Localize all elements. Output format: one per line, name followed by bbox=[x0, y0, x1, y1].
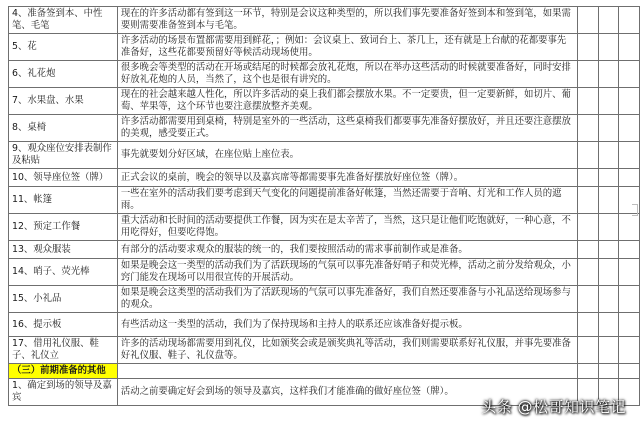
empty-cell[interactable] bbox=[619, 286, 640, 313]
empty-cell[interactable] bbox=[598, 364, 619, 379]
empty-cell[interactable] bbox=[619, 34, 640, 61]
empty-cell[interactable] bbox=[619, 169, 640, 187]
description-cell[interactable]: 现在的社会越来越人性化，所以许多活动的桌上我们都会摆放水果。不一定要贵，但一定要新鲜，如切片、葡萄、苹果等，这个环节也要注意摆放整齐美观。 bbox=[117, 88, 577, 115]
description-cell[interactable]: 许多活动的场景布置都需要用到鲜花，；例如：会议桌上、致词台上、茶几上，还有就是上台献的花都要事先准备好，这些花都要预留好等候活动现场使用。 bbox=[117, 34, 577, 61]
item-cell[interactable]: 4、准备签到本、中性笔、毛笔 bbox=[9, 7, 118, 34]
table-row bbox=[9, 286, 640, 313]
description-cell[interactable]: 现在的许多活动都有签到这一环节，特别是会议这种类型的，所以我们事先要准备好签到本和签到笔，如果需要则需要准备签到本与毛笔。 bbox=[117, 7, 577, 34]
item-cell[interactable]: 17、借用礼仪服、鞋子、礼仪立 bbox=[9, 337, 118, 364]
description-cell[interactable]: 有部分的活动要求观众的服装的统一的，我们要按照活动的需求事前制作或是准备。 bbox=[117, 241, 577, 259]
empty-cell[interactable] bbox=[619, 115, 640, 142]
item-cell[interactable]: 15、小礼品 bbox=[9, 286, 118, 313]
item-cell[interactable]: 1、确定到场的领导及嘉宾 bbox=[9, 379, 118, 406]
table-row bbox=[9, 7, 640, 34]
empty-cell[interactable] bbox=[619, 364, 640, 379]
empty-cell[interactable] bbox=[578, 214, 599, 241]
empty-cell[interactable] bbox=[598, 61, 619, 88]
empty-cell[interactable] bbox=[619, 313, 640, 337]
description-cell[interactable]: 很多晚会等类型的活动在开场或结尾的时候都会放礼花炮，所以在举办这些活动的时候就要准备好，同时安排好放礼花炮的人员，当然了，这个也是很有讲究的。 bbox=[117, 61, 577, 88]
item-cell[interactable]: 14、哨子、荧光棒 bbox=[9, 259, 118, 286]
empty-cell[interactable] bbox=[578, 259, 599, 286]
empty-cell[interactable] bbox=[578, 61, 599, 88]
description-cell[interactable]: 如果是晚会这一类型的活动我们为了活跃现场的气氛可以事先准备好哨子和荧光棒，活动之前分发给观众，小窍门能发在现场可以用很宣传的开展活动。 bbox=[117, 259, 577, 286]
description-cell[interactable]: 正式会议的桌前，晚会的领导以及嘉宾席等都需要事先准备好摆放好座位签（牌）。 bbox=[117, 169, 577, 187]
table-row bbox=[9, 88, 640, 115]
empty-cell[interactable] bbox=[578, 337, 599, 364]
description-cell[interactable]: 如果是晚会这类型的活动我们为了活跃现场的气氛可以事先准备好，我们自然还要准备与小礼品送给现场参与的观众。 bbox=[117, 286, 577, 313]
item-cell[interactable]: 9、观众座位安排表制作及粘贴 bbox=[9, 142, 118, 169]
empty-cell[interactable] bbox=[578, 7, 599, 34]
description-cell[interactable]: 活动之前要确定好会到场的领导及嘉宾，这样我们才能准确的做好座位签（牌）。 bbox=[117, 379, 577, 406]
table-row bbox=[9, 61, 640, 88]
description-cell[interactable]: 许多活动都需要用到桌椅，特别是室外的一些活动，这些桌椅我们都要事先准备好摆放好，并且还要注意摆放的美观，感受要正式。 bbox=[117, 115, 577, 142]
table-row bbox=[9, 241, 640, 259]
table-row bbox=[9, 313, 640, 337]
table-row bbox=[9, 259, 640, 286]
empty-cell[interactable] bbox=[619, 7, 640, 34]
table-row bbox=[9, 34, 640, 61]
table-row bbox=[9, 142, 640, 169]
item-cell[interactable]: 10、领导座位签（牌） bbox=[9, 169, 118, 187]
empty-cell[interactable] bbox=[578, 34, 599, 61]
empty-cell[interactable] bbox=[598, 88, 619, 115]
empty-cell[interactable] bbox=[619, 337, 640, 364]
table-row bbox=[9, 187, 640, 214]
empty-cell[interactable] bbox=[598, 187, 619, 214]
table-body bbox=[9, 7, 640, 406]
description-cell[interactable] bbox=[117, 364, 577, 379]
item-cell[interactable]: 8、桌椅 bbox=[9, 115, 118, 142]
empty-cell[interactable] bbox=[598, 115, 619, 142]
section-row bbox=[9, 364, 640, 379]
empty-cell[interactable] bbox=[619, 142, 640, 169]
empty-cell[interactable] bbox=[578, 187, 599, 214]
item-cell[interactable]: 16、提示板 bbox=[9, 313, 118, 337]
empty-cell[interactable] bbox=[619, 88, 640, 115]
empty-cell[interactable] bbox=[578, 241, 599, 259]
description-cell[interactable]: 事先就要划分好区域，在座位贴上座位表。 bbox=[117, 142, 577, 169]
empty-cell[interactable] bbox=[598, 7, 619, 34]
empty-cell[interactable] bbox=[598, 214, 619, 241]
item-cell[interactable]: 13、观众服装 bbox=[9, 241, 118, 259]
preparation-table bbox=[8, 6, 640, 406]
empty-cell[interactable] bbox=[598, 241, 619, 259]
empty-cell[interactable] bbox=[619, 241, 640, 259]
empty-cell[interactable] bbox=[578, 286, 599, 313]
empty-cell[interactable] bbox=[578, 313, 599, 337]
item-cell[interactable]: 11、帐篷 bbox=[9, 187, 118, 214]
item-cell[interactable]: 6、礼花炮 bbox=[9, 61, 118, 88]
table-row bbox=[9, 169, 640, 187]
scroll-marker bbox=[632, 204, 638, 216]
description-cell[interactable]: 重大活动和长时间的活动要提供工作餐，因为实在是太辛苦了，当然，这只是让他们吃饱就好，一种心意，不用吃得好，但要吃得饱。 bbox=[117, 214, 577, 241]
empty-cell[interactable] bbox=[598, 169, 619, 187]
empty-cell[interactable] bbox=[578, 142, 599, 169]
empty-cell[interactable] bbox=[619, 61, 640, 88]
description-cell[interactable]: 有些活动这一类型的活动，我们为了保持现场和主持人的联系还应该准备好提示板。 bbox=[117, 313, 577, 337]
empty-cell[interactable] bbox=[578, 88, 599, 115]
empty-cell[interactable] bbox=[598, 142, 619, 169]
empty-cell[interactable] bbox=[598, 313, 619, 337]
description-cell[interactable]: 许多的活动现场都需要用到礼仪，比如颁奖会或是颁奖典礼等活动，我们则需要联系好礼仪服，并事先要准备好礼仪服、鞋子、礼仪盘等。 bbox=[117, 337, 577, 364]
item-cell[interactable]: （三）前期准备的其他 bbox=[9, 364, 118, 379]
item-cell[interactable]: 7、水果盘、水果 bbox=[9, 88, 118, 115]
empty-cell[interactable] bbox=[598, 34, 619, 61]
empty-cell[interactable] bbox=[578, 115, 599, 142]
table-row bbox=[9, 214, 640, 241]
empty-cell[interactable] bbox=[619, 214, 640, 241]
empty-cell[interactable] bbox=[578, 364, 599, 379]
item-cell[interactable]: 12、预定工作餐 bbox=[9, 214, 118, 241]
watermark: 头条 @松哥知识笔记 bbox=[481, 398, 626, 416]
empty-cell[interactable] bbox=[578, 169, 599, 187]
empty-cell[interactable] bbox=[598, 286, 619, 313]
description-cell[interactable]: 一些在室外的活动我们要考虑到天气变化的问题提前准备好帐篷，当然还需要于音响、灯光和工作人员的遮雨。 bbox=[117, 187, 577, 214]
item-cell[interactable]: 5、花 bbox=[9, 34, 118, 61]
empty-cell[interactable] bbox=[598, 259, 619, 286]
empty-cell[interactable] bbox=[619, 259, 640, 286]
table-row bbox=[9, 337, 640, 364]
table-row bbox=[9, 115, 640, 142]
empty-cell[interactable] bbox=[598, 337, 619, 364]
